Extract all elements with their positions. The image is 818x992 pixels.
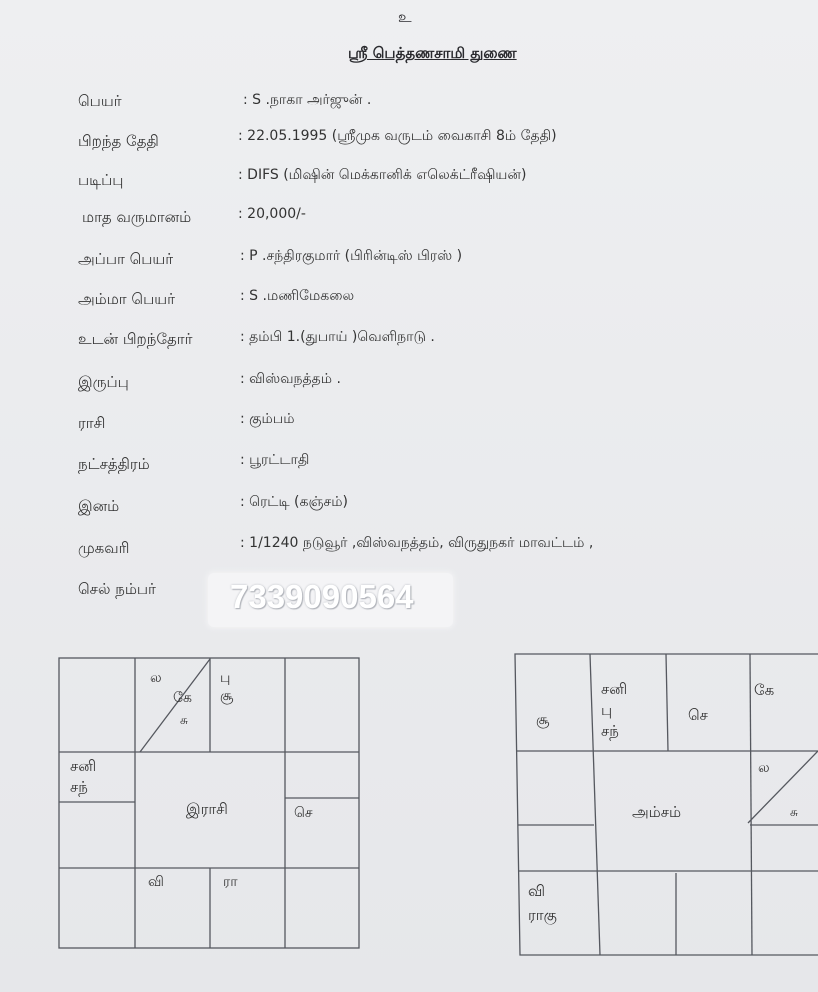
field-label-dob: பிறந்த தேதி xyxy=(78,132,159,150)
field-label-mother: அம்மா பெயர் xyxy=(78,290,175,308)
field-label-star: நட்சத்திரம் xyxy=(78,455,150,473)
amsam-center-label: அம்சம் xyxy=(632,803,682,821)
rasi-cell-ketu: கே xyxy=(173,690,192,706)
rasi-cell-lagnam: ல xyxy=(150,670,162,686)
amsam-cell-sani-budhan-chandran: சனி பு சந் xyxy=(601,680,628,740)
amsam-chart xyxy=(514,653,818,957)
amsam-cell-suryan: சூ xyxy=(536,712,550,728)
field-label-address: முகவரி xyxy=(78,539,130,557)
field-value-income: : 20,000/- xyxy=(238,206,306,222)
amsam-cell-sevvai: செ xyxy=(688,706,708,724)
field-label-income: மாத வருமானம் xyxy=(82,208,192,226)
field-value-siblings: : தம்பி 1.(துபாய் )வெளிநாடு . xyxy=(240,329,435,345)
field-label-rasi: ராசி xyxy=(78,414,106,432)
rasi-cell-sevvai: செ xyxy=(294,805,313,821)
field-value-residence: : விஸ்வநத்தம் . xyxy=(240,371,341,387)
rasi-chart xyxy=(58,657,362,951)
field-label-siblings: உடன் பிறந்தோர் xyxy=(78,330,193,348)
pillaiyar-suzhi: உ xyxy=(398,8,412,26)
page-title: ஸ்ரீ பெத்தணசாமி துணை xyxy=(348,44,517,62)
field-value-name: : S .நாகா அர்ஜுன் . xyxy=(243,92,372,108)
field-value-father: : P .சந்திரகுமார் (பிரின்டிஸ் பிரஸ் ) xyxy=(240,248,463,264)
field-value-education: : DIFS (மிஷின் மெக்கானிக் எலெக்ட்ரீஷியன்) xyxy=(238,167,527,183)
field-value-address: : 1/1240 நடுவூர் ,விஸ்வநத்தம், விருதுநகர் மாவட்டம் , xyxy=(240,535,594,551)
field-label-residence: இருப்பு xyxy=(78,373,129,391)
amsam-cell-sukran: சு xyxy=(790,805,798,819)
field-value-rasi: : கும்பம் xyxy=(240,411,295,427)
amsam-cell-guru-raghu: வி ராகு xyxy=(528,882,557,924)
rasi-cell-sani-chandran: சனி சந் xyxy=(70,757,97,796)
rasi-cell-guru: வி xyxy=(148,874,164,890)
field-label-phone: செல் நம்பர் xyxy=(78,580,156,598)
field-value-mother: : S .மணிமேகலை xyxy=(240,288,355,304)
rasi-cell-budhan-suryan: பு சூ xyxy=(220,670,234,704)
field-label-community: இனம் xyxy=(78,497,120,515)
amsam-cell-ketu: கே xyxy=(754,681,775,699)
field-label-father: அப்பா பெயர் xyxy=(78,250,174,268)
rasi-center-label: இராசி xyxy=(186,800,228,818)
field-value-dob: : 22.05.1995 (ஸ்ரீமுக வருடம் வைகாசி 8ம் தேதி) xyxy=(238,128,557,144)
field-value-phone: 7339090564 xyxy=(230,578,414,615)
rasi-cell-sukran: சு xyxy=(180,713,188,727)
amsam-cell-lagnam: ல xyxy=(758,760,770,776)
field-value-star: : பூரட்டாதி xyxy=(240,452,310,468)
field-label-name: பெயர் xyxy=(78,92,122,110)
field-value-community: : ரெட்டி (கஞ்சம்) xyxy=(240,494,348,510)
field-label-education: படிப்பு xyxy=(78,171,124,189)
rasi-cell-raghu: ரா xyxy=(223,874,238,890)
